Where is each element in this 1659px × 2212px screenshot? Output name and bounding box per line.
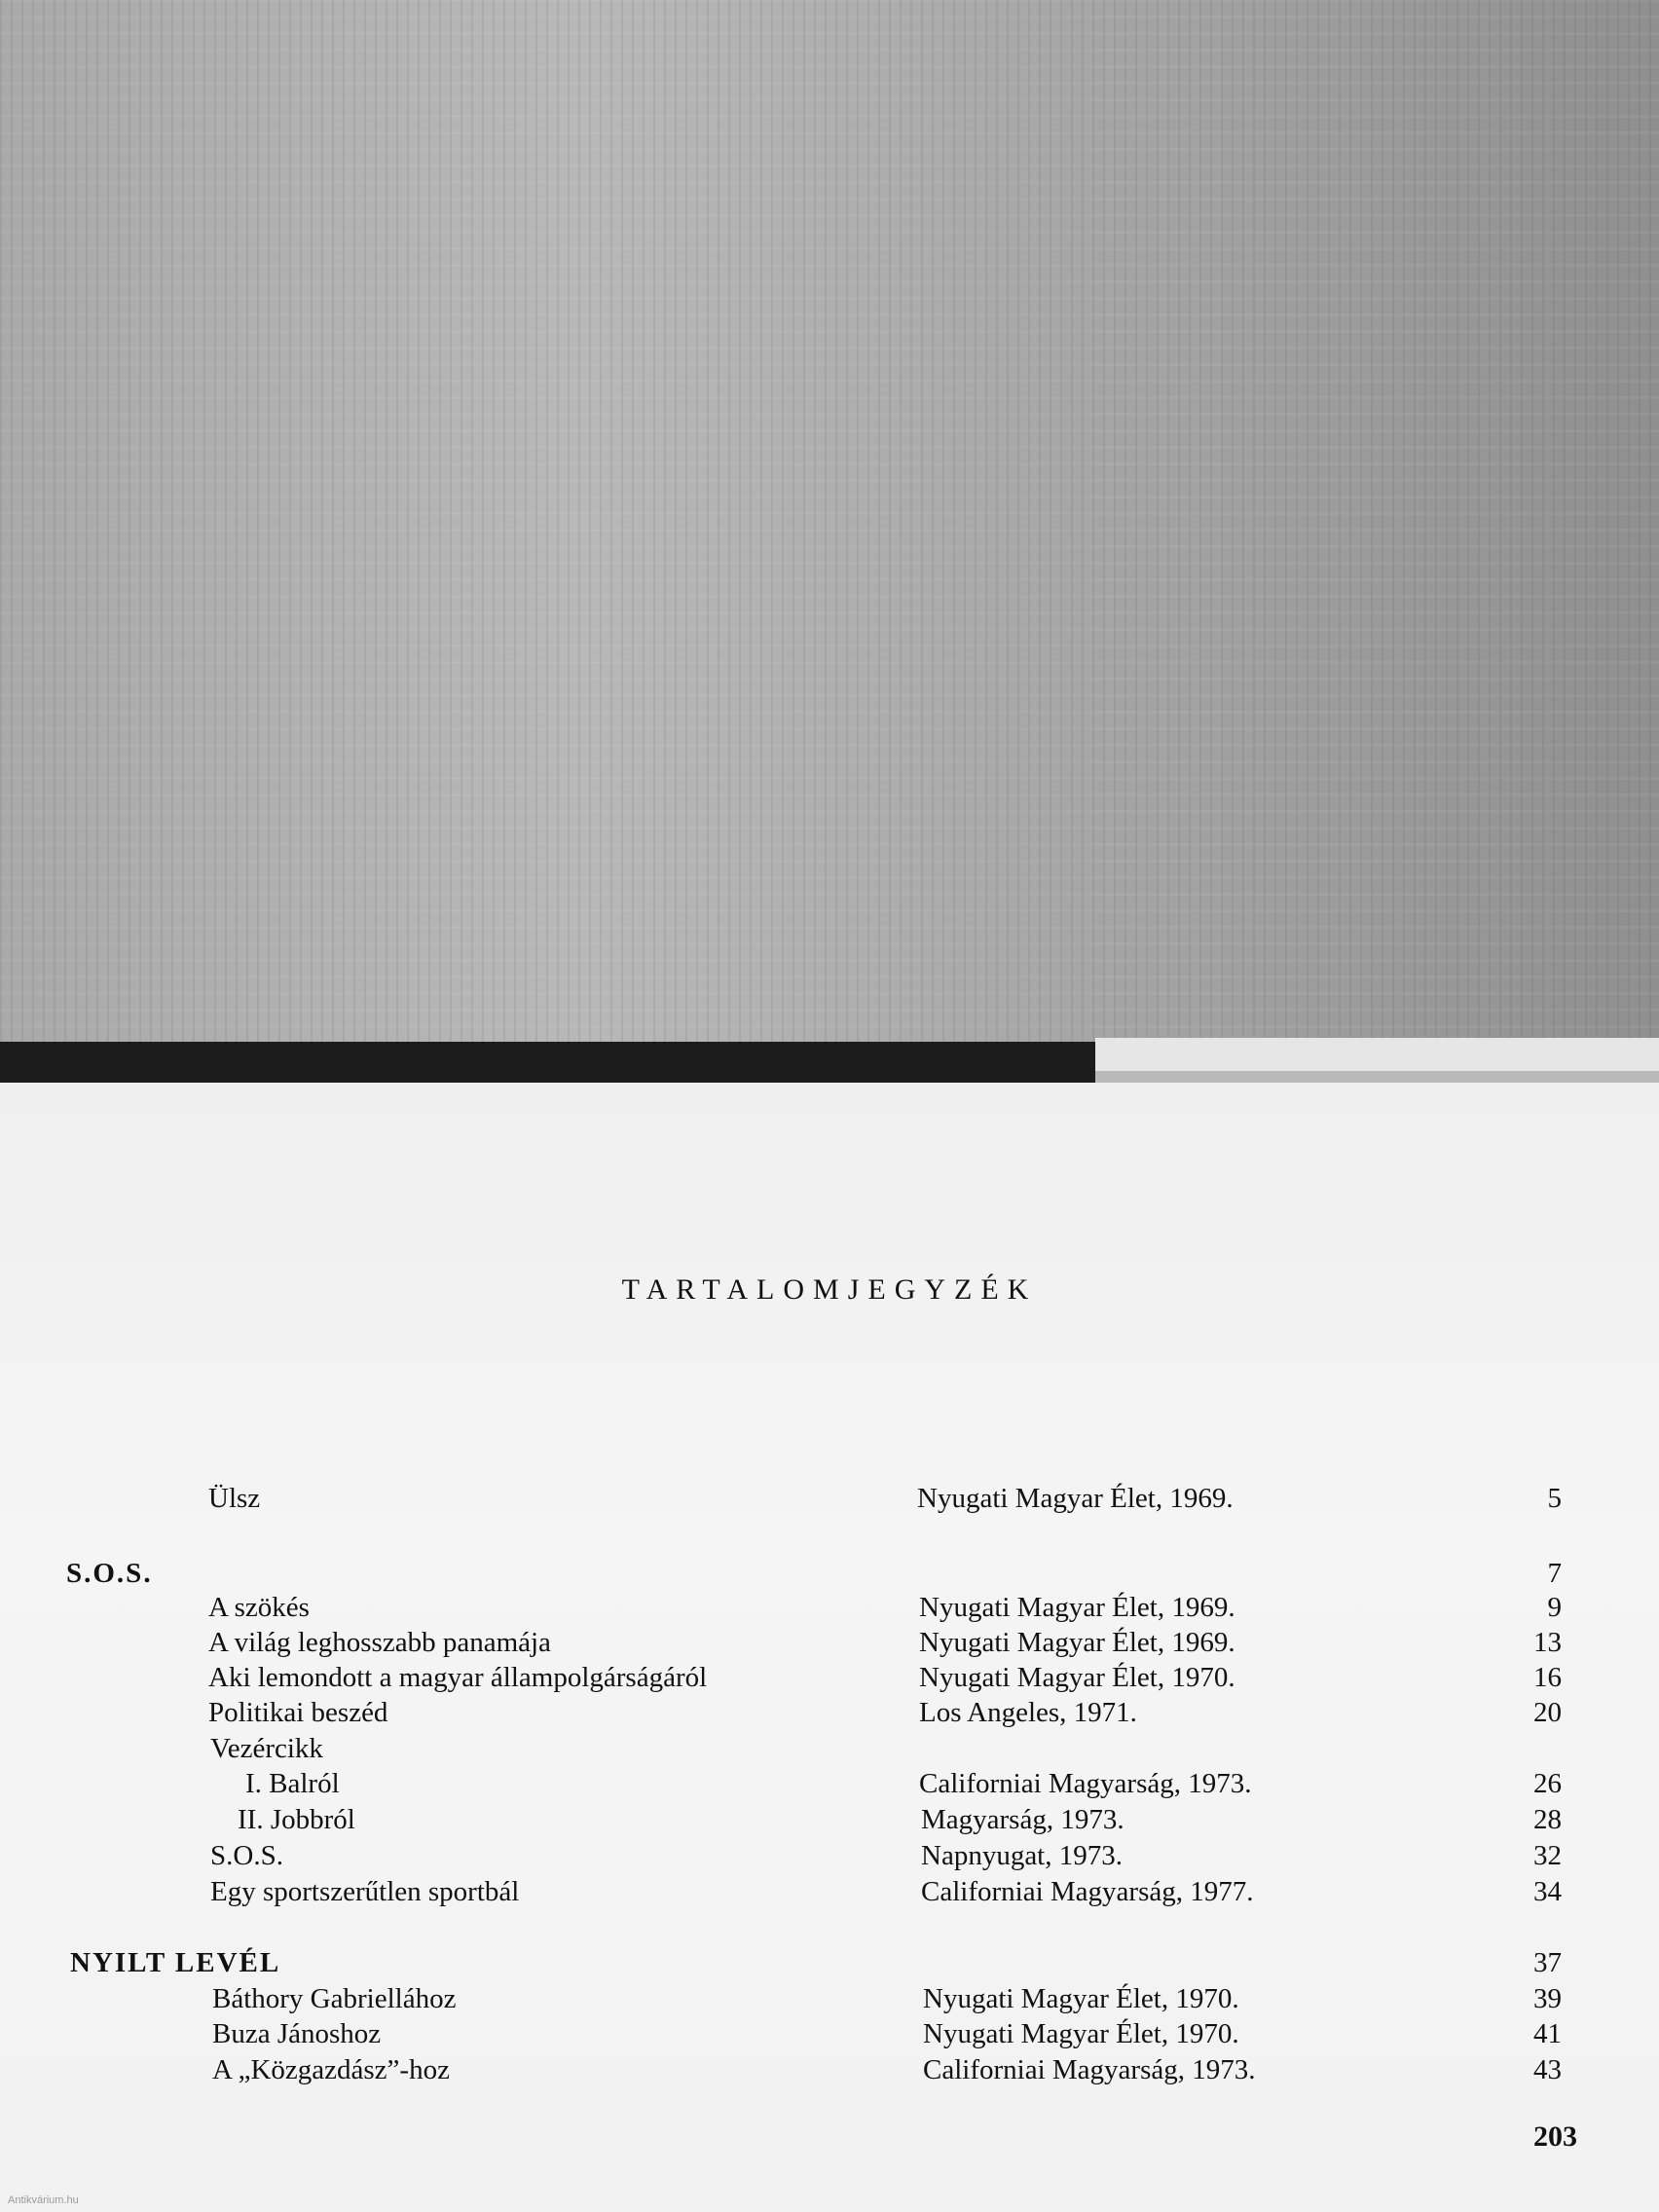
entry-title: A szökés [208,1592,310,1623]
toc-entry [0,1627,1659,1662]
entry-source: Napnyugat, 1973. [921,1840,1123,1871]
entry-source: Nyugati Magyar Élet, 1969. [919,1627,1235,1658]
entry-page: 32 [1533,1840,1562,1871]
toc-entry [0,1840,1659,1875]
entry-page: 16 [1533,1662,1562,1693]
entry-source: Magyarság, 1973. [921,1804,1124,1835]
book-spine-light [1095,1038,1659,1071]
section-title: NYILT LEVÉL [70,1947,281,1978]
toc-section [0,1947,1659,1982]
page-number: 203 [1533,2120,1577,2153]
entry-title: Vezércikk [210,1733,323,1764]
entry-page: 43 [1533,2054,1562,2085]
entry-title: I. Balról [245,1768,340,1799]
toc-entry [0,1733,1659,1768]
entry-page: 39 [1533,1983,1562,2014]
book-cover-background [0,0,1659,1061]
entry-source: Californiai Magyarság, 1973. [919,1768,1252,1799]
entry-page: 34 [1533,1876,1562,1907]
toc-entry [0,1662,1659,1697]
entry-title: S.O.S. [210,1840,283,1871]
toc-entry [0,1876,1659,1911]
entry-title: A világ leghosszabb panamája [208,1627,551,1658]
entry-title: Egy sportszerűtlen sportbál [210,1876,520,1907]
entry-source: Nyugati Magyar Élet, 1969. [919,1592,1235,1623]
entry-title: Ülsz [208,1483,261,1514]
entry-title: Politikai beszéd [208,1697,388,1728]
entry-page: 20 [1533,1697,1562,1728]
toc-entry [0,2054,1659,2089]
book-spine-edge [1095,1071,1659,1083]
entry-title: Báthory Gabriellához [212,1983,457,2014]
toc-entry [0,1697,1659,1732]
toc-entry [0,1483,1659,1518]
entry-title: II. Jobbról [238,1804,355,1835]
entry-title: A „Közgazdász”-hoz [212,2054,450,2085]
entry-source: Nyugati Magyar Élet, 1969. [917,1483,1234,1514]
entry-source: Los Angeles, 1971. [919,1697,1137,1728]
entry-page: 9 [1547,1592,1562,1623]
section-page: 7 [1547,1558,1562,1589]
entry-page: 5 [1547,1483,1562,1514]
section-title: S.O.S. [66,1558,153,1589]
entry-page: 28 [1533,1804,1562,1835]
toc-entry [0,1804,1659,1839]
toc-entry [0,1983,1659,2018]
section-page: 37 [1533,1947,1562,1978]
entry-source: Californiai Magyarság, 1973. [923,2054,1256,2085]
entry-title: Aki lemondott a magyar állampolgárságáról [208,1662,708,1693]
toc-entry [0,1592,1659,1627]
entry-page: 26 [1533,1768,1562,1799]
toc-section [0,1558,1659,1593]
watermark: Antikvárium.hu [8,2194,79,2206]
toc-entry [0,1768,1659,1803]
toc-entry [0,2018,1659,2053]
entry-source: Nyugati Magyar Élet, 1970. [923,1983,1239,2014]
entry-source: Nyugati Magyar Élet, 1970. [919,1662,1235,1693]
entry-source: Nyugati Magyar Élet, 1970. [923,2018,1239,2049]
entry-page: 13 [1533,1627,1562,1658]
entry-page: 41 [1533,2018,1562,2049]
entry-source: Californiai Magyarság, 1977. [921,1876,1254,1907]
entry-title: Buza Jánoshoz [212,2018,382,2049]
page-title: TARTALOMJEGYZÉK [621,1273,1038,1306]
